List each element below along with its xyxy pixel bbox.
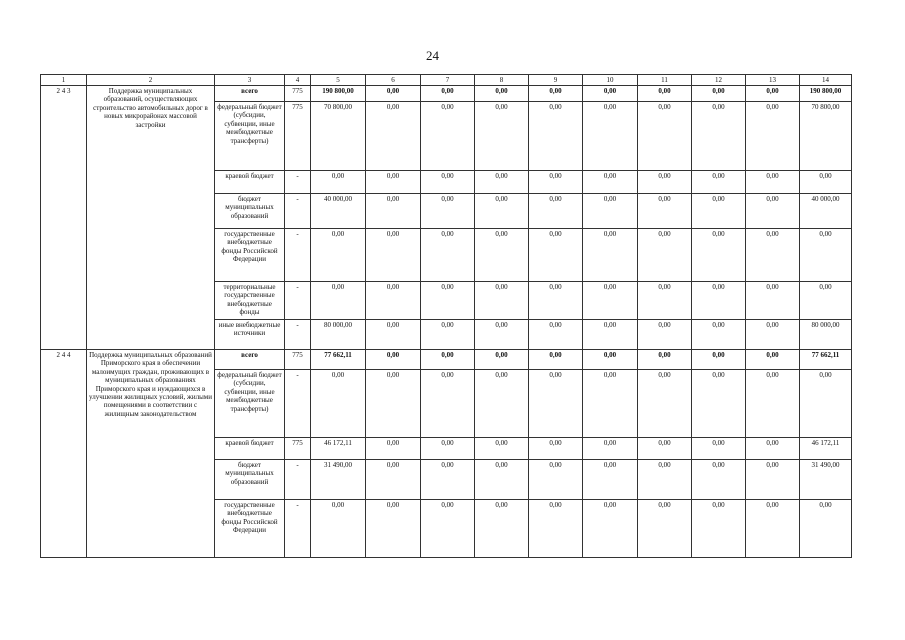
cell-c11: 0,00 (638, 370, 692, 438)
cell-c8: 0,00 (475, 320, 529, 350)
column-header: 12 (692, 75, 746, 86)
cell-c9: 0,00 (529, 320, 583, 350)
cell-c4: - (285, 500, 311, 558)
cell-c7: 0,00 (421, 86, 475, 102)
cell-c8: 0,00 (475, 194, 529, 229)
cell-c11: 0,00 (638, 86, 692, 102)
cell-c7: 0,00 (421, 350, 475, 370)
column-header: 1 (41, 75, 87, 86)
cell-c13: 0,00 (746, 370, 800, 438)
column-header: 14 (800, 75, 852, 86)
cell-c8: 0,00 (475, 171, 529, 194)
column-header: 9 (529, 75, 583, 86)
cell-c11: 0,00 (638, 350, 692, 370)
cell-c14: 80 000,00 (800, 320, 852, 350)
cell-c6: 0,00 (366, 86, 421, 102)
cell-c14: 40 000,00 (800, 194, 852, 229)
cell-c8: 0,00 (475, 438, 529, 460)
cell-c13: 0,00 (746, 102, 800, 171)
cell-c9: 0,00 (529, 102, 583, 171)
cell-c10: 0,00 (583, 370, 638, 438)
cell-c13: 0,00 (746, 229, 800, 282)
cell-c7: 0,00 (421, 282, 475, 320)
cell-c9: 0,00 (529, 350, 583, 370)
cell-c6: 0,00 (366, 370, 421, 438)
cell-c7: 0,00 (421, 194, 475, 229)
cell-c12: 0,00 (692, 320, 746, 350)
cell-c5: 31 490,00 (311, 460, 366, 500)
cell-c6: 0,00 (366, 350, 421, 370)
funding-source: федеральный бюджет (субсидии, субвенции, иные межбюджетные трансферты) (215, 370, 285, 438)
cell-c13: 0,00 (746, 500, 800, 558)
funding-source: федеральный бюджет (субсидии, субвенции, иные межбюджетные трансферты) (215, 102, 285, 171)
cell-c4: - (285, 370, 311, 438)
cell-c14: 77 662,11 (800, 350, 852, 370)
cell-c9: 0,00 (529, 282, 583, 320)
cell-c13: 0,00 (746, 350, 800, 370)
cell-c5: 40 000,00 (311, 194, 366, 229)
cell-c12: 0,00 (692, 194, 746, 229)
cell-c12: 0,00 (692, 350, 746, 370)
header-row (41, 75, 852, 86)
cell-c8: 0,00 (475, 370, 529, 438)
cell-c4: - (285, 194, 311, 229)
cell-c7: 0,00 (421, 320, 475, 350)
cell-c10: 0,00 (583, 282, 638, 320)
cell-c14: 190 800,00 (800, 86, 852, 102)
table-row (41, 86, 852, 102)
cell-c13: 0,00 (746, 171, 800, 194)
cell-c11: 0,00 (638, 500, 692, 558)
cell-c7: 0,00 (421, 102, 475, 171)
cell-c12: 0,00 (692, 370, 746, 438)
cell-c5: 0,00 (311, 282, 366, 320)
item-code: 2 4 3 (41, 86, 87, 350)
cell-c5: 0,00 (311, 370, 366, 438)
cell-c4: - (285, 229, 311, 282)
cell-c12: 0,00 (692, 438, 746, 460)
cell-c6: 0,00 (366, 229, 421, 282)
cell-c4: 775 (285, 86, 311, 102)
funding-source: всего (215, 350, 285, 370)
column-header: 11 (638, 75, 692, 86)
cell-c14: 0,00 (800, 171, 852, 194)
column-header: 2 (87, 75, 215, 86)
cell-c5: 190 800,00 (311, 86, 366, 102)
cell-c11: 0,00 (638, 282, 692, 320)
cell-c4: - (285, 282, 311, 320)
cell-c10: 0,00 (583, 320, 638, 350)
cell-c13: 0,00 (746, 194, 800, 229)
item-name: Поддержка муниципальных образований, осуществляющих строительство автомобильных дорог в новых микрорайонах массовой застройки (87, 86, 215, 350)
cell-c11: 0,00 (638, 438, 692, 460)
cell-c8: 0,00 (475, 350, 529, 370)
cell-c13: 0,00 (746, 282, 800, 320)
cell-c12: 0,00 (692, 282, 746, 320)
cell-c12: 0,00 (692, 500, 746, 558)
cell-c7: 0,00 (421, 500, 475, 558)
page-number: 24 (426, 48, 439, 63)
item-name: Поддержка муниципальных образований Приморского края в обеспечении малоимущих граждан, проживающих в муниципальных образованиях Приморского края и нуждающихся в улучшении жилищных условий, жилыми помещениями в соответствии с жилищным законодательством (87, 350, 215, 558)
cell-c4: - (285, 320, 311, 350)
column-header: 5 (311, 75, 366, 86)
cell-c4: 775 (285, 102, 311, 171)
cell-c5: 80 000,00 (311, 320, 366, 350)
cell-c8: 0,00 (475, 102, 529, 171)
cell-c9: 0,00 (529, 438, 583, 460)
column-header: 10 (583, 75, 638, 86)
cell-c10: 0,00 (583, 229, 638, 282)
cell-c12: 0,00 (692, 229, 746, 282)
funding-source: бюджет муниципальных образований (215, 460, 285, 500)
cell-c11: 0,00 (638, 460, 692, 500)
cell-c6: 0,00 (366, 500, 421, 558)
column-header: 13 (746, 75, 800, 86)
cell-c9: 0,00 (529, 171, 583, 194)
cell-c6: 0,00 (366, 171, 421, 194)
column-header: 6 (366, 75, 421, 86)
funding-source: краевой бюджет (215, 171, 285, 194)
column-header: 3 (215, 75, 285, 86)
table-row (41, 350, 852, 370)
cell-c6: 0,00 (366, 102, 421, 171)
funding-source: всего (215, 86, 285, 102)
column-header: 7 (421, 75, 475, 86)
cell-c13: 0,00 (746, 438, 800, 460)
cell-c10: 0,00 (583, 194, 638, 229)
funding-source: краевой бюджет (215, 438, 285, 460)
cell-c4: - (285, 460, 311, 500)
item-code: 2 4 4 (41, 350, 87, 558)
cell-c7: 0,00 (421, 438, 475, 460)
funding-source: государственные внебюджетные фонды Российской Федерации (215, 229, 285, 282)
cell-c14: 46 172,11 (800, 438, 852, 460)
cell-c6: 0,00 (366, 438, 421, 460)
cell-c14: 0,00 (800, 229, 852, 282)
column-header: 8 (475, 75, 529, 86)
cell-c14: 0,00 (800, 500, 852, 558)
cell-c11: 0,00 (638, 194, 692, 229)
cell-c6: 0,00 (366, 282, 421, 320)
cell-c10: 0,00 (583, 460, 638, 500)
cell-c8: 0,00 (475, 86, 529, 102)
cell-c8: 0,00 (475, 460, 529, 500)
funding-source: территориальные государственные внебюджетные фонды (215, 282, 285, 320)
cell-c14: 70 800,00 (800, 102, 852, 171)
cell-c10: 0,00 (583, 171, 638, 194)
cell-c6: 0,00 (366, 320, 421, 350)
cell-c5: 0,00 (311, 229, 366, 282)
cell-c13: 0,00 (746, 86, 800, 102)
cell-c9: 0,00 (529, 229, 583, 282)
cell-c11: 0,00 (638, 229, 692, 282)
cell-c6: 0,00 (366, 194, 421, 229)
cell-c6: 0,00 (366, 460, 421, 500)
cell-c7: 0,00 (421, 460, 475, 500)
cell-c14: 0,00 (800, 370, 852, 438)
cell-c4: - (285, 171, 311, 194)
cell-c5: 0,00 (311, 171, 366, 194)
budget-table (40, 74, 852, 558)
cell-c13: 0,00 (746, 320, 800, 350)
cell-c7: 0,00 (421, 370, 475, 438)
cell-c11: 0,00 (638, 171, 692, 194)
cell-c8: 0,00 (475, 229, 529, 282)
cell-c9: 0,00 (529, 460, 583, 500)
cell-c14: 31 490,00 (800, 460, 852, 500)
cell-c12: 0,00 (692, 102, 746, 171)
funding-source: иные внебюджетные источники (215, 320, 285, 350)
cell-c9: 0,00 (529, 194, 583, 229)
cell-c8: 0,00 (475, 282, 529, 320)
cell-c11: 0,00 (638, 102, 692, 171)
cell-c13: 0,00 (746, 460, 800, 500)
cell-c10: 0,00 (583, 438, 638, 460)
cell-c11: 0,00 (638, 320, 692, 350)
cell-c14: 0,00 (800, 282, 852, 320)
cell-c9: 0,00 (529, 500, 583, 558)
funding-source: государственные внебюджетные фонды Российской Федерации (215, 500, 285, 558)
cell-c5: 0,00 (311, 500, 366, 558)
cell-c12: 0,00 (692, 171, 746, 194)
cell-c10: 0,00 (583, 86, 638, 102)
cell-c5: 46 172,11 (311, 438, 366, 460)
cell-c7: 0,00 (421, 229, 475, 282)
cell-c9: 0,00 (529, 86, 583, 102)
cell-c12: 0,00 (692, 86, 746, 102)
cell-c10: 0,00 (583, 102, 638, 171)
cell-c10: 0,00 (583, 500, 638, 558)
cell-c5: 70 800,00 (311, 102, 366, 171)
cell-c5: 77 662,11 (311, 350, 366, 370)
cell-c8: 0,00 (475, 500, 529, 558)
cell-c4: 775 (285, 350, 311, 370)
cell-c12: 0,00 (692, 460, 746, 500)
cell-c9: 0,00 (529, 370, 583, 438)
cell-c7: 0,00 (421, 171, 475, 194)
cell-c4: 775 (285, 438, 311, 460)
cell-c10: 0,00 (583, 350, 638, 370)
funding-source: бюджет муниципальных образований (215, 194, 285, 229)
column-header: 4 (285, 75, 311, 86)
